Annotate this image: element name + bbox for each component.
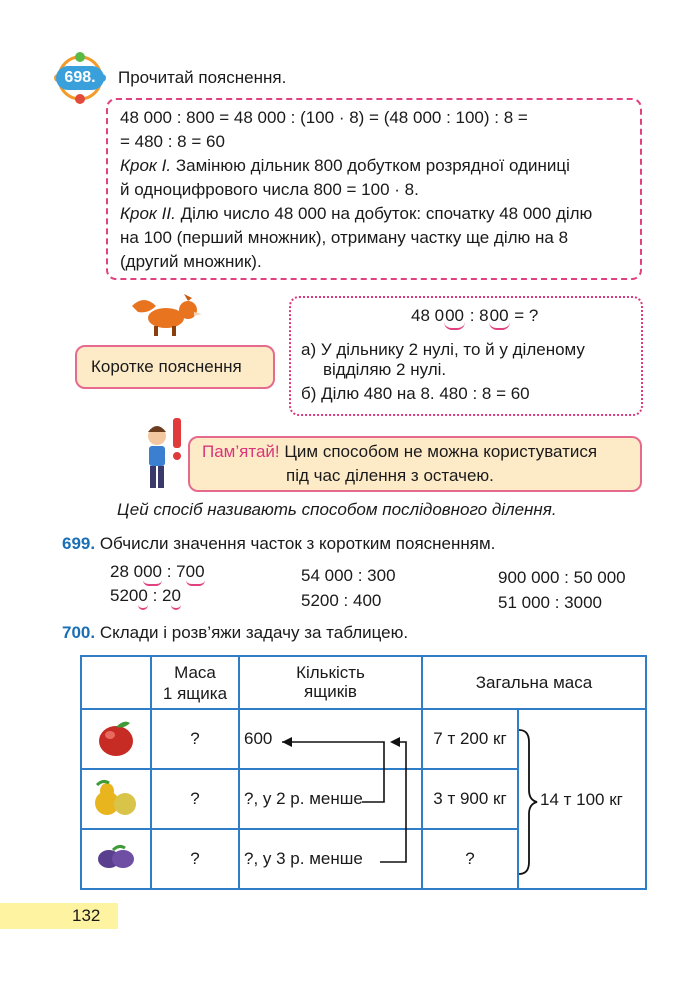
row-2-total: 3 т 900 кг — [422, 769, 518, 829]
expr-part: 520 — [110, 586, 139, 605]
remember-box — [188, 436, 642, 492]
remember-text-2: під час ділення з остачею. — [286, 466, 494, 485]
relation-arrows — [270, 725, 420, 870]
step-2 — [120, 202, 592, 226]
short-point-a: а) У дільнику 2 нулі, то й у діленому — [301, 340, 585, 359]
ex699-item-4: 5200 : 400 — [301, 591, 382, 610]
step-1-text: Замінюю дільник 800 добутком розрядної одиниці — [171, 156, 570, 175]
page-number: 132 — [72, 906, 101, 925]
expr-part: 28 0 — [110, 562, 144, 581]
row-1-mass: ? — [151, 709, 239, 769]
ex699-item-1 — [110, 560, 205, 586]
short-explanation-box — [289, 296, 643, 416]
row-2-count: ?, у 2 р. менше — [239, 769, 422, 829]
exercise-700-heading — [62, 621, 408, 645]
row-icon-cell — [81, 769, 151, 829]
expr-zeros: 0 — [171, 584, 180, 610]
expr-zeros: 00 — [143, 560, 162, 586]
exercise-number: 700. — [62, 623, 96, 642]
ex699-item-3: 54 000 : 300 — [301, 566, 396, 585]
step-2-text-3: (другий множник). — [120, 252, 262, 271]
short-point-b: б) Ділю 480 на 8. 480 : 8 = 60 — [301, 384, 530, 403]
fox-icon — [128, 292, 204, 338]
expr-part: : 2 — [147, 586, 172, 605]
curly-brace-icon — [515, 728, 541, 876]
short-expr-zeros-divisor: 00 — [489, 304, 510, 330]
short-expr-zeros-dividend: 00 — [444, 304, 465, 330]
exercise-title: Склади і розв’яжи задачу за таблицею. — [99, 623, 409, 642]
short-explanation-label: Коротке пояснення — [91, 357, 242, 376]
short-expr-part: 48 0 — [411, 306, 445, 325]
explanation-box — [106, 98, 642, 280]
step-2-text-2: на 100 (перший множник), отриману частку ще ділю на 8 — [120, 228, 569, 247]
row-1-total: 7 т 200 кг — [422, 709, 518, 769]
ex699-item-2 — [110, 584, 181, 610]
exercise-698-badge — [50, 52, 110, 104]
step-1-text-2: й одноцифрового числа 800 = 100 · 8. — [120, 180, 419, 199]
row-icon-cell — [81, 829, 151, 889]
row-3-mass: ? — [151, 829, 239, 889]
row-3-count: ?, у 3 р. менше — [239, 829, 422, 889]
expr-part: : 7 — [162, 562, 186, 581]
header-mass — [151, 656, 239, 709]
remember-text-1: Цим способом не можна користуватися — [279, 442, 598, 461]
short-point-a-cont: відділяю 2 нулі. — [323, 360, 447, 379]
step-1-label: Крок І. — [120, 156, 172, 175]
exercise-699-heading — [62, 532, 495, 556]
ex699-item-6: 51 000 : 3000 — [498, 593, 602, 612]
step-1 — [120, 154, 570, 178]
exercise-number: 698. — [56, 66, 104, 90]
equation-line-2: = 480 : 8 = 60 — [120, 132, 225, 151]
step-2-label: Крок ІІ. — [120, 204, 176, 223]
expr-zeros: 0 — [138, 584, 147, 610]
plums-icon — [93, 842, 139, 872]
row-1-count: 600 — [239, 709, 422, 769]
step-2-text: Ділю число 48 000 на добуток: спочатку 48 000 ділю — [175, 204, 593, 223]
boy-exclamation-icon — [143, 416, 189, 492]
exercise-number: 699. — [62, 534, 96, 553]
ex699-item-5: 900 000 : 50 000 — [498, 568, 626, 587]
apple-icon — [96, 717, 136, 757]
equation-line-1: 48 000 : 800 = 48 000 : (100 · 8) = (48 000 : 100) : 8 = — [120, 108, 528, 127]
row-2-mass: ? — [151, 769, 239, 829]
short-explanation-label-box — [75, 345, 275, 389]
row-3-total: ? — [422, 829, 518, 889]
page-number-bar — [0, 903, 118, 929]
header-total: Загальна маса — [422, 656, 646, 709]
remember-line-1 — [202, 440, 597, 464]
header-count-line-2: ящиків — [304, 682, 357, 701]
exercise-title: Прочитай пояснення. — [118, 68, 287, 87]
grand-total: 14 т 100 кг — [540, 790, 623, 809]
short-expr-part: : 8 — [465, 306, 489, 325]
header-count — [239, 656, 422, 709]
header-mass-line-1: Маса — [174, 662, 216, 682]
remember-label: Пам’ятай! — [202, 442, 280, 461]
header-count-line-1: Кількість — [296, 663, 365, 682]
exercise-title: Обчисли значення часток з коротким поясненням. — [99, 534, 496, 553]
row-icon-cell — [81, 709, 151, 769]
expr-zeros: 00 — [186, 560, 205, 586]
short-expression — [411, 304, 538, 330]
header-mass-line-2: 1 ящика — [162, 683, 228, 703]
pears-icon — [89, 777, 143, 817]
method-note: Цей спосіб називають способом послідовного ділення. — [117, 500, 557, 519]
header-cell-empty — [81, 656, 151, 709]
short-expr-part: = ? — [509, 306, 539, 325]
